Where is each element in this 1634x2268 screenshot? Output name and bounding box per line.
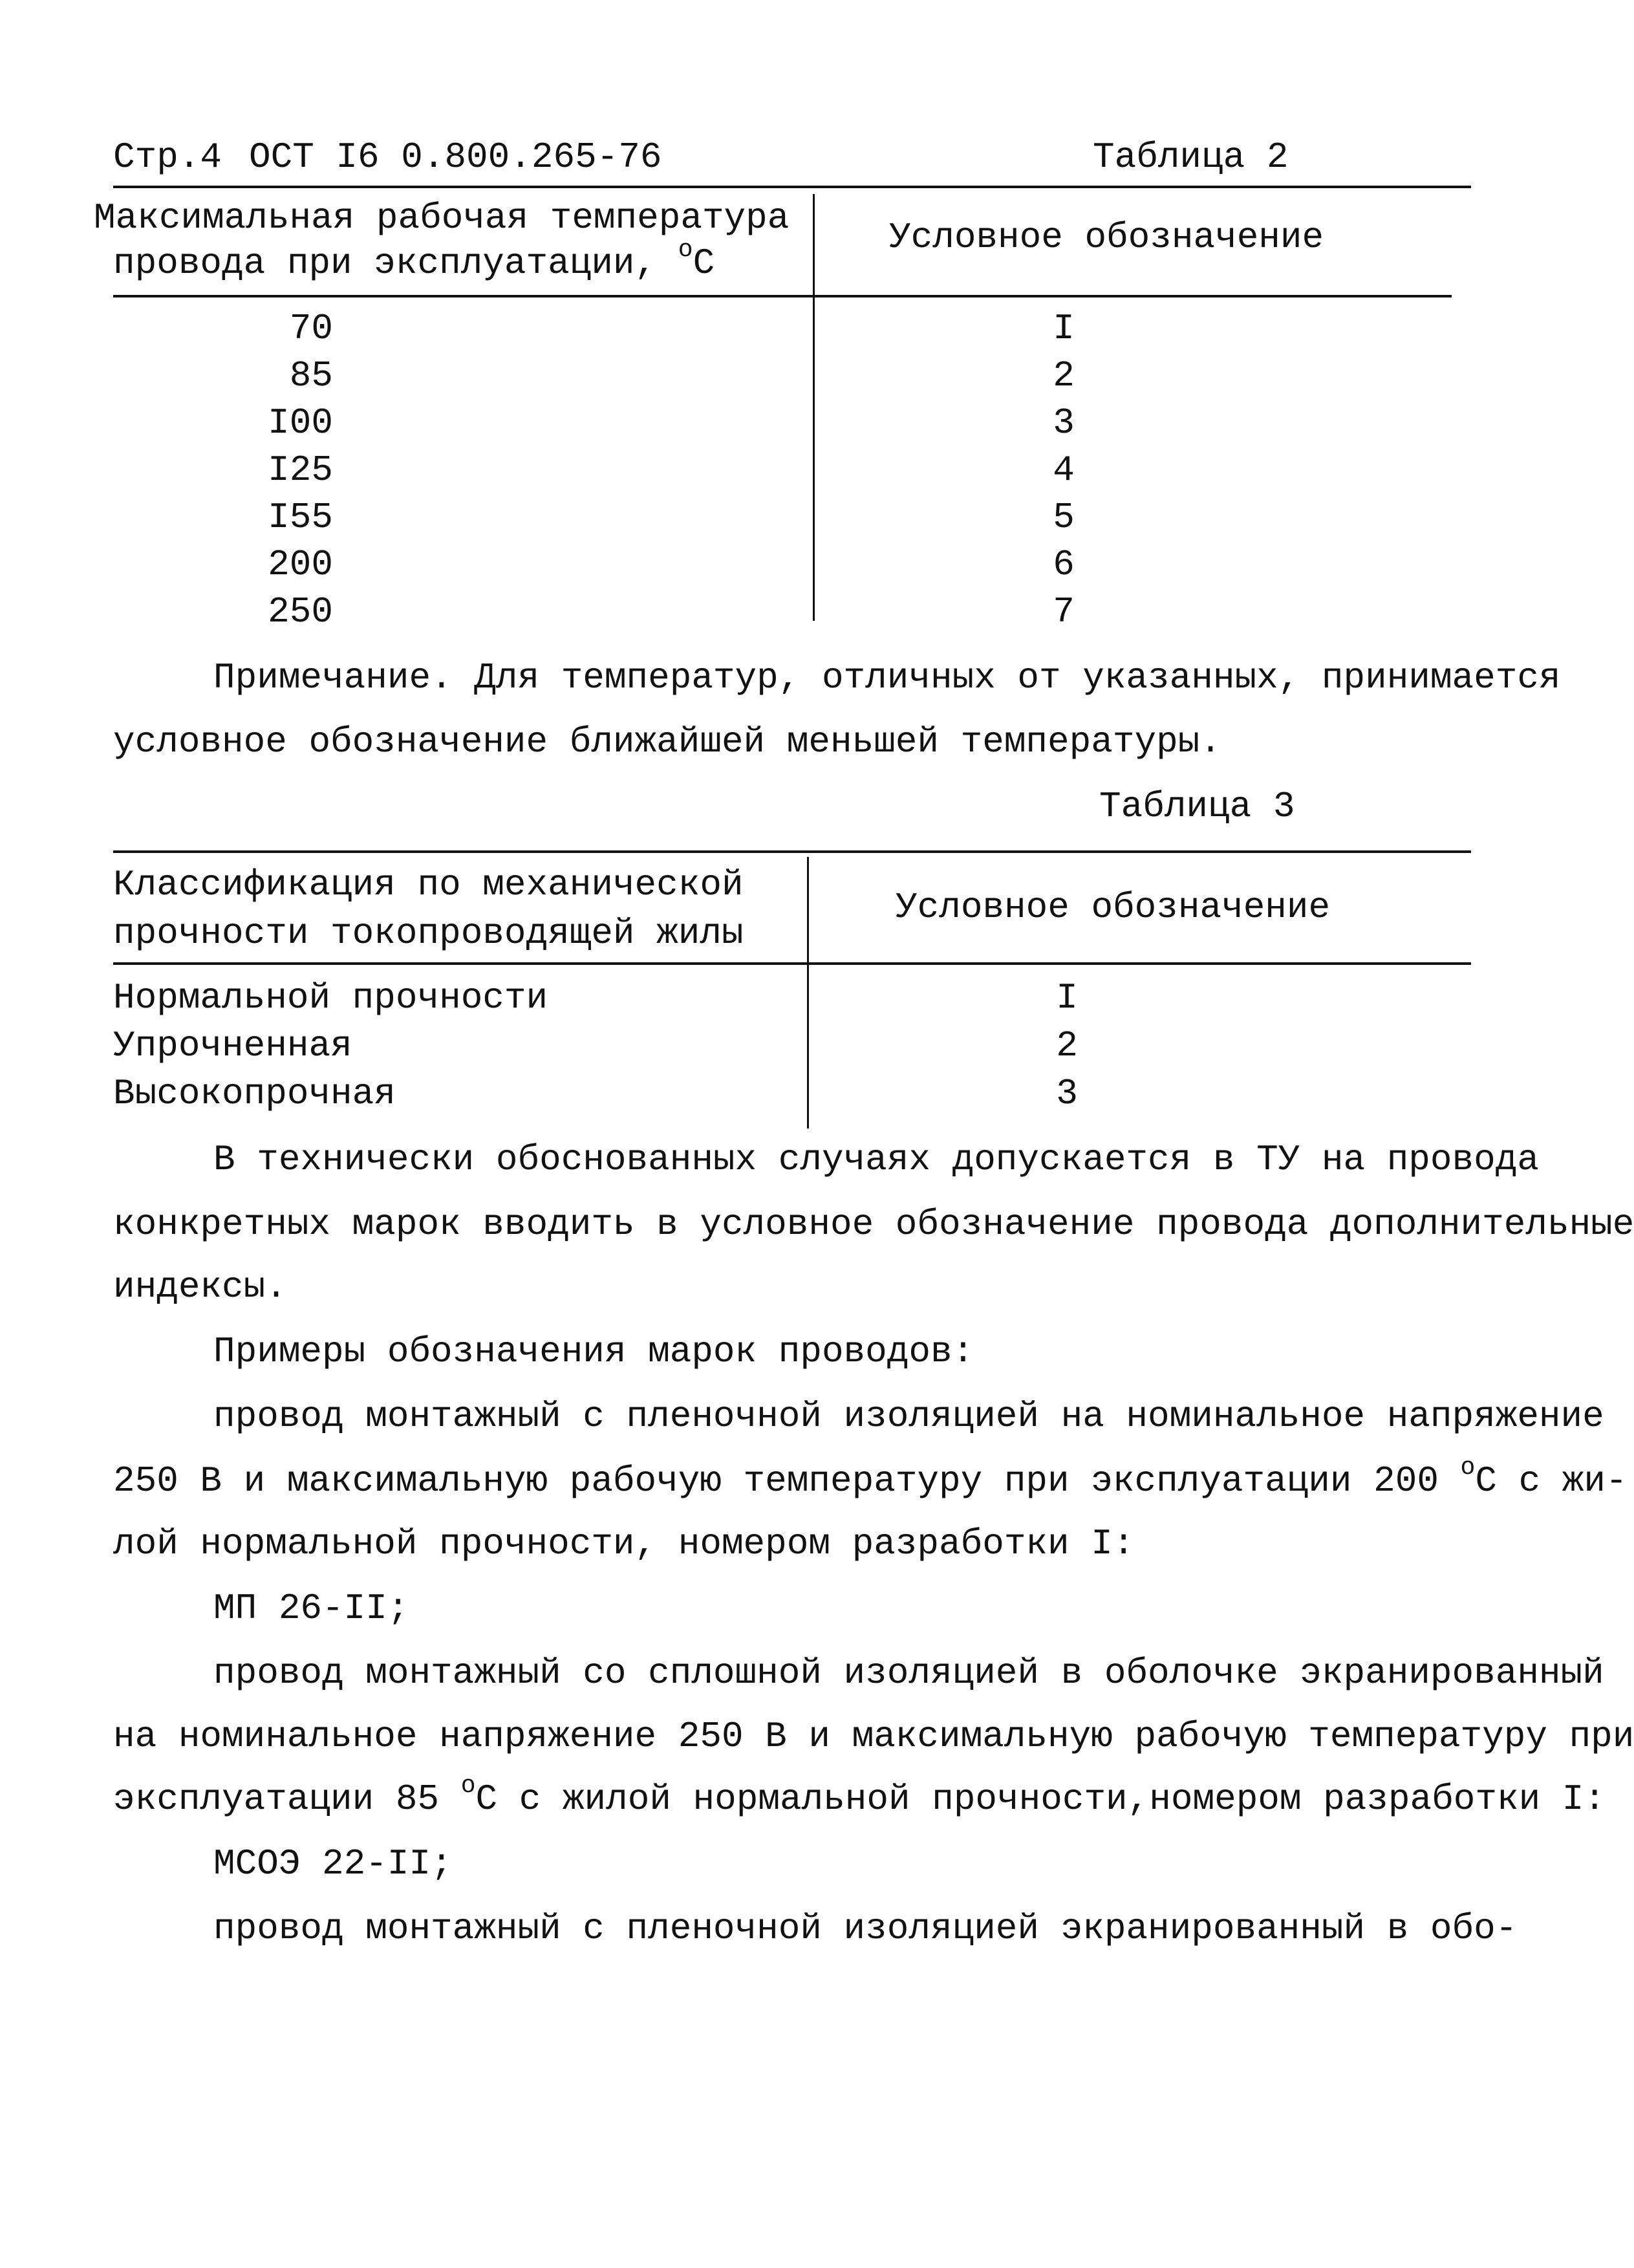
note-line1: Примечание. Для температур, отличных от указанных, принимается xyxy=(213,657,1561,698)
table3-code-cell: I xyxy=(1056,977,1078,1019)
table3-col1-header-line1: Классификация по механической xyxy=(113,864,744,905)
wire-code-example: МП 26-II; xyxy=(213,1588,409,1629)
body-paragraph-line: провод монтажный со сплошной изоляцией в оболочке экранированный xyxy=(213,1652,1604,1694)
body-text-segment: C с жилой нормальной прочности,номером разработки I: xyxy=(475,1778,1606,1820)
table2-label: Таблица 2 xyxy=(1093,136,1289,178)
table2-code-cell: 2 xyxy=(1053,355,1075,396)
table2-col1-header-text: провода при эксплуатации, xyxy=(113,243,678,284)
body-text-segment: 250 В и максимальную рабочую температуру при эксплуатации 200 xyxy=(113,1460,1461,1502)
standard-code: ОСТ I6 0.800.265-76 xyxy=(249,136,662,178)
table3-top-rule xyxy=(113,850,1471,853)
degree-sign: o xyxy=(1460,1454,1476,1482)
body-paragraph-line: лой нормальной прочности, номером разработки I: xyxy=(113,1523,1135,1564)
table3-col2-header: Условное обозначение xyxy=(896,887,1331,928)
body-paragraph-line: на номинальное напряжение 250 В и максимальную рабочую температуру при xyxy=(113,1716,1634,1757)
table2-temp-cell: I00 xyxy=(268,402,333,444)
body-text-segment: эксплуатации 85 xyxy=(113,1778,461,1820)
table2-code-cell: 4 xyxy=(1053,449,1075,491)
table2-col2-header: Условное обозначение xyxy=(889,217,1324,258)
table2-temp-cell: 85 xyxy=(289,355,333,396)
body-paragraph-line xyxy=(113,1772,1606,1822)
table3-header-rule xyxy=(113,962,1471,965)
table2-code-cell: 3 xyxy=(1053,402,1075,444)
table2-code-cell: 6 xyxy=(1053,544,1075,585)
body-paragraph-line: провод монтажный с пленочной изоляцией на номинальное напряжение xyxy=(213,1396,1604,1437)
note-line2: условное обозначение ближайшей меньшей температуры. xyxy=(113,721,1221,762)
table2-column-divider xyxy=(813,194,815,621)
table2-col1-header-line1: Максимальная рабочая температура xyxy=(94,197,790,239)
table2-top-rule xyxy=(113,186,1471,188)
table3-code-cell: 2 xyxy=(1056,1025,1078,1066)
table2-code-cell: I xyxy=(1053,308,1075,349)
table2-temp-cell: 250 xyxy=(268,591,333,632)
table3-col1-header-line2: прочности токопроводящей жилы xyxy=(113,913,744,954)
table2-temp-cell: 200 xyxy=(268,544,333,585)
table2-code-cell: 7 xyxy=(1053,591,1075,632)
table2-header-rule xyxy=(113,295,1452,297)
table3-name-cell: Нормальной прочности xyxy=(113,977,548,1019)
table2-temp-cell: I55 xyxy=(268,497,333,538)
body-paragraph-line: провод монтажный с пленочной изоляцией экранированный в обо- xyxy=(213,1908,1518,1949)
degree-sign: o xyxy=(678,236,693,264)
examples-heading: Примеры обозначения марок проводов: xyxy=(213,1331,974,1372)
table3-name-cell: Высокопрочная xyxy=(113,1073,396,1114)
body-paragraph-line: конкретных марок вводить в условное обозначение провода дополнительные xyxy=(113,1204,1634,1245)
body-paragraph-line xyxy=(113,1454,1628,1504)
table2-col1-header-line2 xyxy=(113,236,715,286)
body-text-segment: C с жи- xyxy=(1475,1460,1628,1502)
table2-temp-cell: I25 xyxy=(268,449,333,491)
degree-sign: o xyxy=(460,1772,476,1800)
table3-column-divider xyxy=(807,857,809,1129)
table2-temp-cell: 70 xyxy=(289,308,333,349)
page-number: Стр.4 xyxy=(113,136,222,178)
table2-code-cell: 5 xyxy=(1053,497,1075,538)
celsius-unit: C xyxy=(693,243,715,284)
table3-label: Таблица 3 xyxy=(1099,786,1295,827)
table3-name-cell: Упрочненная xyxy=(113,1025,352,1066)
body-paragraph-line: индексы. xyxy=(113,1266,287,1308)
body-paragraph-line: В технически обоснованных случаях допускается в ТУ на провода xyxy=(213,1139,1539,1180)
table3-code-cell: 3 xyxy=(1056,1073,1078,1114)
wire-code-example: МСОЭ 22-II; xyxy=(213,1843,453,1885)
